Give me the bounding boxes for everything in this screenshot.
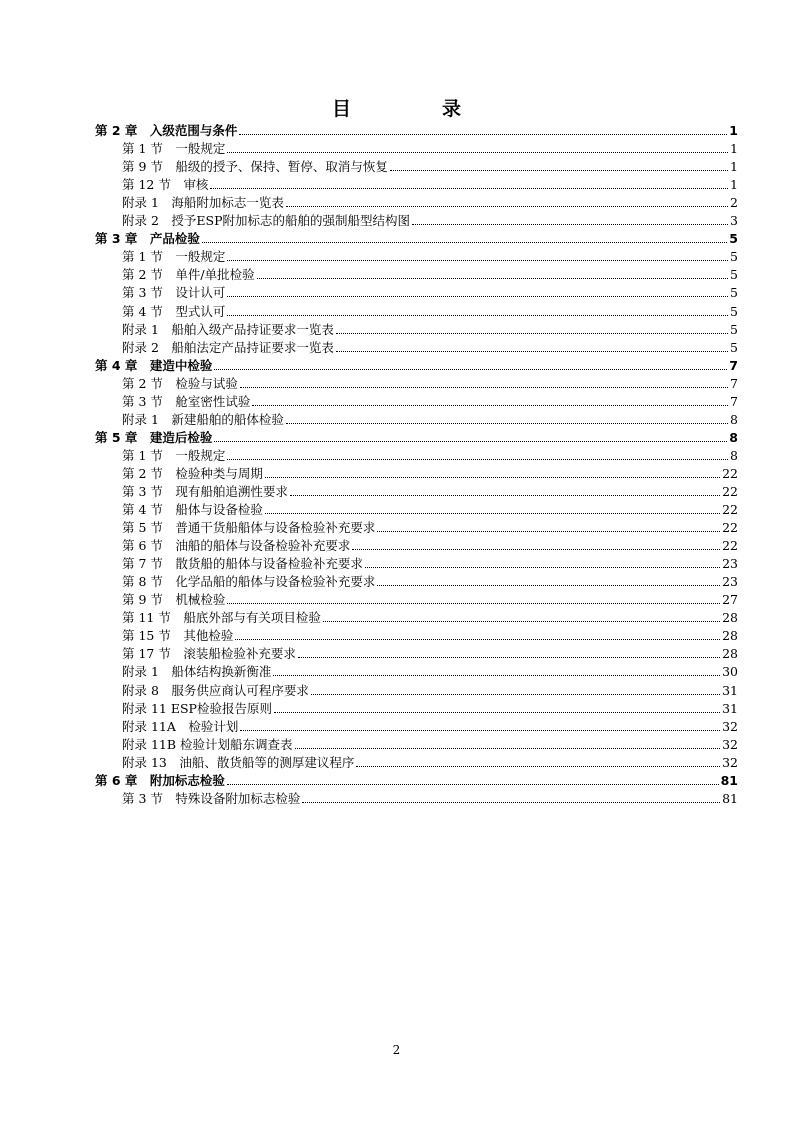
toc-entry-page: 5: [730, 285, 738, 301]
toc-entry-label: 第 2 章 入级范围与条件: [95, 123, 238, 139]
dot-leader: [210, 188, 728, 189]
toc-entry-label: 附录 8 服务供应商认可程序要求: [122, 682, 309, 698]
page-number: 2: [392, 1043, 401, 1057]
toc-entry-label: 附录 1 船体结构换新衡准: [122, 664, 272, 680]
toc-entry-label: 第 17 节 滚装船检验补充要求: [122, 646, 296, 662]
toc-entry-page: 22: [722, 538, 738, 554]
dot-leader: [227, 459, 728, 460]
toc-section-entry[interactable]: [95, 337, 738, 355]
toc-section-entry[interactable]: [95, 264, 738, 282]
toc-section-entry[interactable]: [95, 734, 738, 752]
toc-chapter-entry[interactable]: [95, 770, 738, 788]
dot-leader: [336, 333, 728, 334]
toc-section-entry[interactable]: [95, 138, 738, 156]
dot-leader: [311, 694, 720, 695]
toc-entry-label: 第 4 节 船体与设备检验: [122, 502, 263, 518]
toc-section-entry[interactable]: [95, 282, 738, 300]
toc-entry-page: 8: [730, 411, 738, 427]
dot-leader: [227, 296, 728, 297]
dot-leader: [240, 730, 720, 731]
toc-entry-label: 附录 1 新建船舶的船体检验: [122, 411, 284, 427]
toc-entry-page: 1: [730, 159, 738, 175]
dot-leader: [336, 351, 728, 352]
toc-entry-label: 第 15 节 其他检验: [122, 628, 234, 644]
toc-entry-page: 22: [722, 483, 738, 499]
toc-section-entry[interactable]: [95, 643, 738, 661]
toc-entry-page: 22: [722, 502, 738, 518]
toc-entry-label: 第 1 节 一般规定: [122, 447, 226, 463]
toc-entry-page: 1: [730, 141, 738, 157]
toc-entry-label: 附录 1 船舶入级产品持证要求一览表: [122, 321, 334, 337]
toc-entry-label: 附录 2 授予ESP附加标志的船舶的强制船型结构图: [122, 213, 411, 229]
toc-entry-page: 31: [722, 700, 738, 716]
toc-entry-page: 7: [729, 357, 738, 373]
dot-leader: [240, 387, 728, 388]
toc-entry-label: 第 9 节 机械检验: [122, 592, 226, 608]
dot-leader: [252, 405, 728, 406]
toc-section-entry[interactable]: [95, 481, 738, 499]
toc-entry-page: 22: [722, 465, 738, 481]
toc-entry-label: 第 3 节 设计认可: [122, 285, 226, 301]
dot-leader: [390, 170, 728, 171]
toc-entry-page: 23: [722, 556, 738, 572]
toc-section-entry[interactable]: [95, 517, 738, 535]
toc-section-entry[interactable]: [95, 174, 738, 192]
toc-entry-label: 附录 2 船舶法定产品持证要求一览表: [122, 339, 334, 355]
toc-entry-page: 31: [722, 682, 738, 698]
toc-entry-label: 附录 11A 检验计划: [122, 718, 239, 734]
toc-entry-page: 5: [730, 303, 738, 319]
dot-leader: [298, 657, 720, 658]
dot-leader: [214, 369, 727, 370]
toc-section-entry[interactable]: [95, 463, 738, 481]
dot-leader: [227, 152, 728, 153]
dot-leader: [265, 477, 720, 478]
toc-section-entry[interactable]: [95, 625, 738, 643]
toc-entry-page: 23: [722, 574, 738, 590]
dot-leader: [273, 675, 720, 676]
toc-entry-page: 32: [722, 718, 738, 734]
toc-section-entry[interactable]: [95, 445, 738, 463]
toc-section-entry[interactable]: [95, 156, 738, 174]
toc-entry-page: 32: [722, 754, 738, 770]
toc-section-entry[interactable]: [95, 788, 738, 806]
dot-leader: [377, 585, 720, 586]
toc-entry-label: 附录 11B 检验计划船东调查表: [122, 736, 293, 752]
toc-section-entry[interactable]: [95, 607, 738, 625]
page-title: 目 录: [331, 98, 497, 120]
dot-leader: [202, 242, 727, 243]
toc-entry-label: 第 2 节 检验与试验: [122, 375, 238, 391]
toc-chapter-entry[interactable]: [95, 355, 738, 373]
dot-leader: [227, 260, 728, 261]
toc-section-entry[interactable]: [95, 499, 738, 517]
dot-leader: [235, 639, 720, 640]
toc-entry-page: 28: [722, 628, 738, 644]
dot-leader: [286, 423, 728, 424]
toc-section-entry[interactable]: [95, 553, 738, 571]
toc-entry-label: 第 1 节 一般规定: [122, 249, 226, 265]
toc-section-entry[interactable]: [95, 300, 738, 318]
toc-entry-page: 7: [730, 375, 738, 391]
dot-leader: [257, 278, 728, 279]
toc-entry-label: 附录 1 海船附加标志一览表: [122, 195, 284, 211]
toc-section-entry[interactable]: [95, 409, 738, 427]
toc-entry-page: 5: [730, 267, 738, 283]
toc-section-entry[interactable]: [95, 716, 738, 734]
toc-entry-page: 2: [730, 195, 738, 211]
dot-leader: [214, 441, 727, 442]
toc-entry-page: 28: [722, 646, 738, 662]
toc-section-entry[interactable]: [95, 373, 738, 391]
toc-entry-label: 第 9 节 船级的授予、保持、暂停、取消与恢复: [122, 159, 388, 175]
toc-entry-label: 第 3 章 产品检验: [95, 231, 200, 247]
toc-section-entry[interactable]: [95, 589, 738, 607]
toc-chapter-entry[interactable]: [95, 228, 738, 246]
toc-section-entry[interactable]: [95, 535, 738, 553]
toc-entry-label: 第 3 节 现有船舶追溯性要求: [122, 483, 288, 499]
dot-leader: [286, 206, 728, 207]
dot-leader: [227, 784, 719, 785]
toc-entry-label: 附录 11 ESP检验报告原则: [122, 700, 272, 716]
dot-leader: [227, 603, 720, 604]
toc-entry-label: 第 5 节 普通干货船船体与设备检验补充要求: [122, 520, 376, 536]
dot-leader: [356, 766, 720, 767]
toc-entry-label: 第 8 节 化学品船的船体与设备检验补充要求: [122, 574, 376, 590]
toc-entry-label: 第 5 章 建造后检验: [95, 429, 213, 445]
dot-leader: [352, 549, 720, 550]
toc-entry-page: 5: [730, 321, 738, 337]
toc-entry-page: 7: [730, 393, 738, 409]
toc-section-entry[interactable]: [95, 752, 738, 770]
toc-chapter-entry[interactable]: [95, 427, 738, 445]
toc-entry-page: 5: [730, 339, 738, 355]
toc-entry-page: 81: [720, 772, 738, 788]
dot-leader: [265, 513, 720, 514]
toc-section-entry[interactable]: [95, 661, 738, 679]
toc-entry-page: 30: [722, 664, 738, 680]
toc-section-entry[interactable]: [95, 679, 738, 697]
toc-section-entry[interactable]: [95, 246, 738, 264]
toc-entry-label: 第 11 节 船底外部与有关项目检验: [122, 610, 321, 626]
toc-entry-label: 第 4 章 建造中检验: [95, 357, 213, 373]
toc-entry-label: 第 2 节 检验种类与周期: [122, 465, 263, 481]
toc-entry-page: 1: [729, 123, 738, 139]
toc-entry-page: 28: [722, 610, 738, 626]
toc-entry-label: 第 3 节 特殊设备附加标志检验: [122, 790, 301, 806]
toc-entry-label: 第 2 节 单件/单批检验: [122, 267, 255, 283]
dot-leader: [295, 748, 721, 749]
toc-entry-page: 81: [722, 790, 738, 806]
toc-entry-page: 8: [729, 429, 738, 445]
dot-leader: [302, 802, 720, 803]
toc-section-entry[interactable]: [95, 571, 738, 589]
toc-entry-label: 第 3 节 舱室密性试验: [122, 393, 251, 409]
toc-entry-label: 第 6 章 附加标志检验: [95, 772, 225, 788]
dot-leader: [323, 621, 720, 622]
toc-entry-page: 5: [729, 231, 738, 247]
dot-leader: [412, 224, 728, 225]
toc-section-entry[interactable]: [95, 210, 738, 228]
toc-entry-label: 附录 13 油船、散货船等的测厚建议程序: [122, 754, 355, 770]
dot-leader: [227, 315, 728, 316]
toc-entry-label: 第 6 节 油船的船体与设备检验补充要求: [122, 538, 351, 554]
toc-chapter-entry[interactable]: [95, 120, 738, 138]
toc-section-entry[interactable]: [95, 192, 738, 210]
toc-entry-label: 第 12 节 审核: [122, 177, 209, 193]
table-of-contents: [95, 120, 738, 806]
toc-section-entry[interactable]: [95, 698, 738, 716]
dot-leader: [274, 712, 720, 713]
toc-entry-label: 第 4 节 型式认可: [122, 303, 226, 319]
toc-entry-label: 第 1 节 一般规定: [122, 141, 226, 157]
dot-leader: [239, 134, 727, 135]
toc-entry-page: 5: [730, 249, 738, 265]
toc-entry-label: 第 7 节 散货船的船体与设备检验补充要求: [122, 556, 363, 572]
toc-entry-page: 22: [722, 520, 738, 536]
toc-entry-page: 32: [722, 736, 738, 752]
toc-entry-page: 27: [722, 592, 738, 608]
toc-section-entry[interactable]: [95, 319, 738, 337]
toc-section-entry[interactable]: [95, 391, 738, 409]
toc-entry-page: 8: [730, 447, 738, 463]
toc-entry-page: 1: [730, 177, 738, 193]
toc-entry-page: 3: [730, 213, 738, 229]
dot-leader: [377, 531, 720, 532]
dot-leader: [365, 567, 720, 568]
dot-leader: [290, 495, 720, 496]
